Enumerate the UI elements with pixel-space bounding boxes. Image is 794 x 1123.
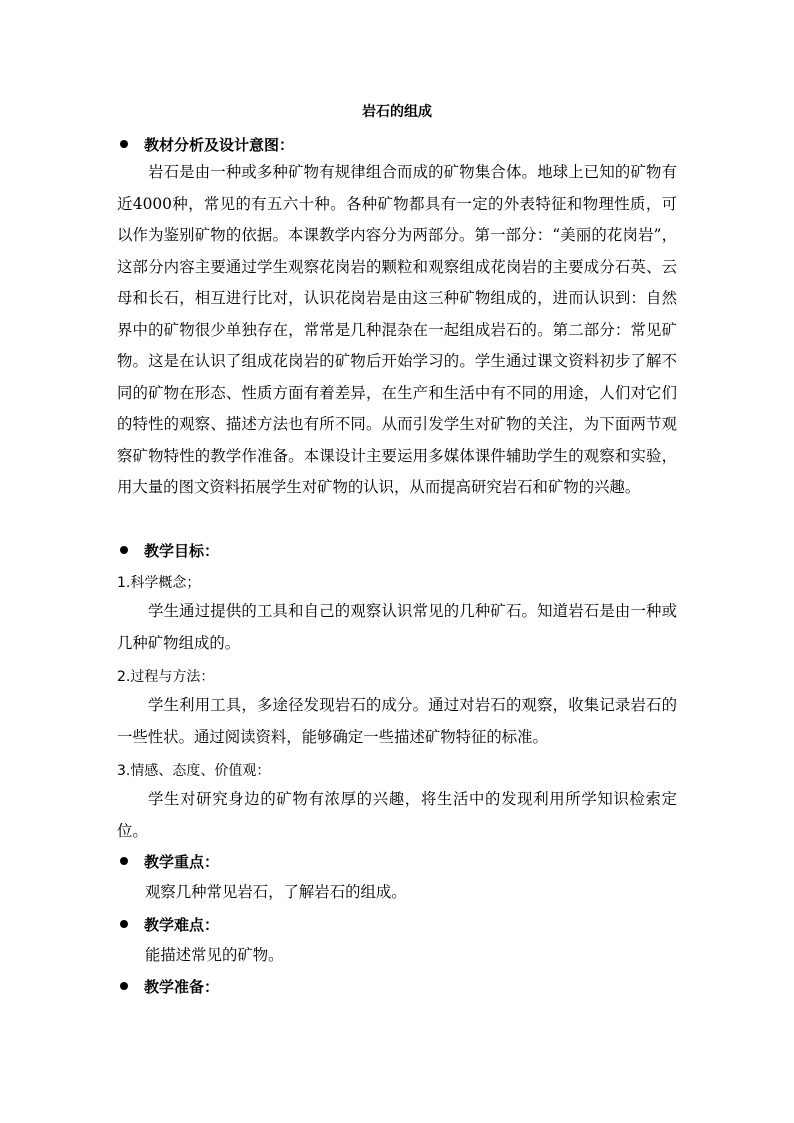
document-title: 岩石的组成	[362, 104, 432, 120]
objective-label-2: 2.过程与方法：	[117, 669, 215, 685]
objective-text-1: 学生通过提供的工具和自己的观察认识常见的几种矿石。知道岩石是由一种或几种矿物组成的。	[117, 602, 677, 652]
section-heading-analysis	[120, 134, 294, 155]
objective-label-3: 3.情感、态度、价值观：	[117, 763, 271, 779]
bullet-icon	[120, 920, 128, 928]
key-points-text: 观察几种常见岩石，了解岩石的组成。	[145, 883, 407, 901]
objective-text-3: 学生对研究身边的矿物有浓厚的兴趣，将生活中的发现利用所学知识检索定位。	[117, 790, 677, 840]
difficulties-text: 能描述常见的矿物。	[145, 946, 284, 964]
heading-text: 教学难点：	[144, 916, 220, 934]
objective-label-1: 1.科学概念；	[117, 575, 201, 591]
bullet-icon	[120, 982, 128, 990]
analysis-paragraph: 岩石是由一种或多种矿物有规律组合而成的矿物集合体。地球上已知的矿物有近4000种，常见的有五六十种。各种矿物都具有一定的外表特征和物理性质，可以作为鉴别矿物的依据。本课教学内容分为两部分。第一部分：“美丽的花岗岩”，这部分内容主要通过学生观察花岗岩的颗粒和观察组成花岗岩的主要成分石英、云母和长石，相互进行比对，认识花岗岩是由这三种矿物组成的，进而认识到：自然界中的矿物很少单独存在，常常是几种混杂在一起组成岩石的。第二部分：常见矿物。这是在认识了组成花岗岩的矿物后开始学习的。学生通过课文资料初步了解不同的矿物在形态、性质方面有着差异，在生产和生活中有不同的用途，人们对它们的特性的观察、描述方法也有所不同。从而引发学生对矿物的关注，为下面两节观察矿物特性的教学作准备。本课设计主要运用多媒体课件辅助学生的观察和实验，用大量的图文资料拓展学生对矿物的认识，从而提高研究岩石和矿物的兴趣。	[117, 163, 677, 496]
objective-text-2: 学生利用工具，多途径发现岩石的成分。通过对岩石的观察，收集记录岩石的一些性状。通过阅读资料，能够确定一些描述矿物特征的标准。	[117, 696, 677, 746]
section-heading-difficulties	[120, 914, 219, 935]
bullet-icon	[120, 546, 128, 554]
bullet-icon	[120, 140, 128, 148]
bullet-icon	[120, 857, 128, 865]
section-heading-key-points	[120, 851, 219, 872]
section-heading-objectives	[120, 540, 219, 561]
heading-text: 教材分析及设计意图：	[144, 136, 295, 154]
heading-text: 教学目标：	[144, 542, 220, 560]
heading-text: 教学重点：	[144, 853, 220, 871]
heading-text: 教学准备：	[144, 978, 220, 996]
section-heading-preparation	[120, 976, 219, 997]
